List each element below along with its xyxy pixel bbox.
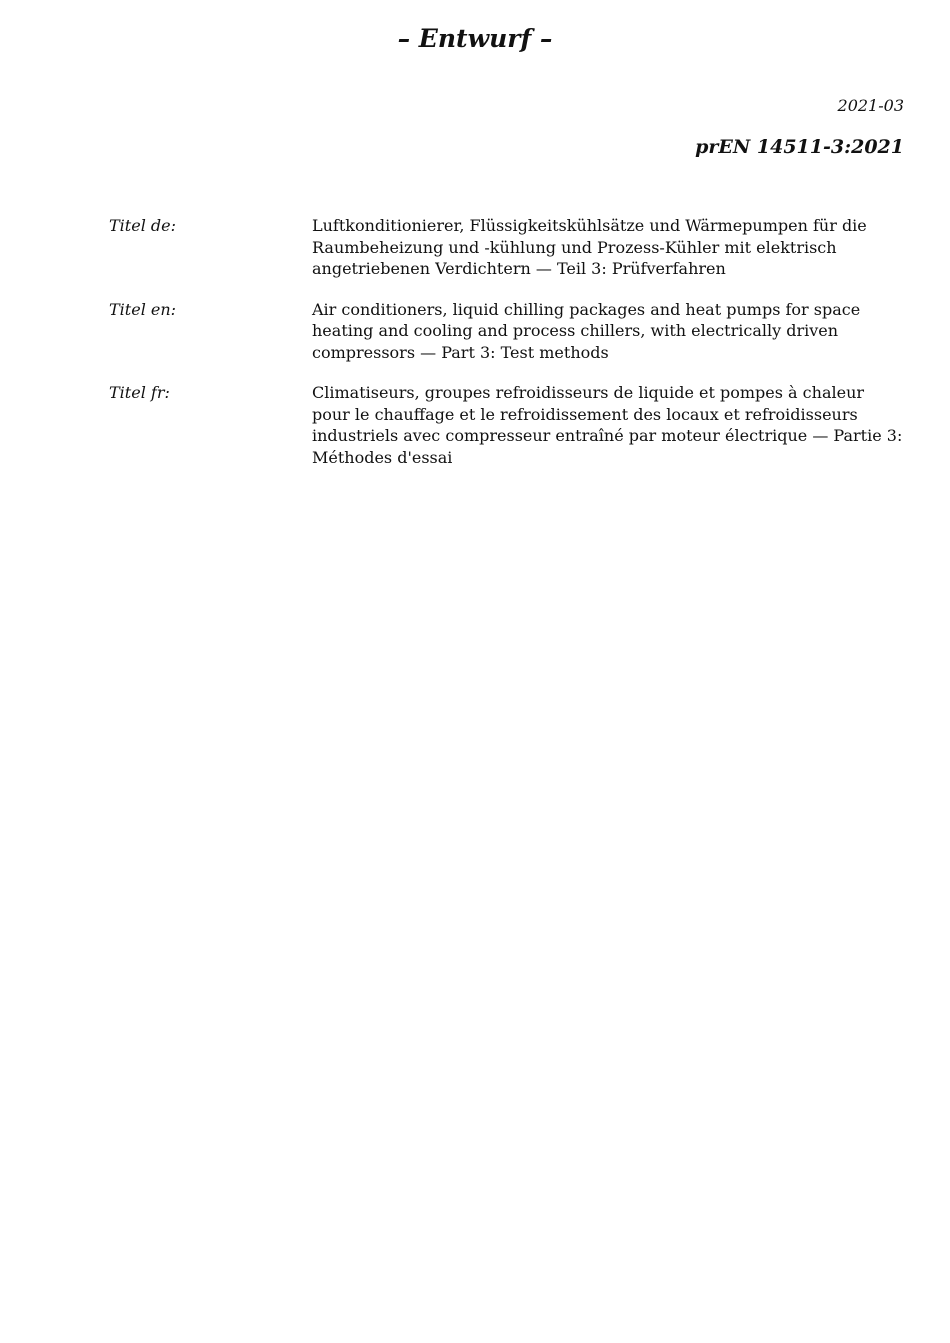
title-row-de xyxy=(109,215,904,280)
publication-date: 2021-03 xyxy=(837,96,904,115)
draft-heading: – Entwurf – xyxy=(397,24,553,53)
title-row-en xyxy=(109,299,904,364)
title-label-fr: Titel fr: xyxy=(109,383,170,402)
title-label-de: Titel de: xyxy=(109,216,176,235)
title-list xyxy=(109,215,904,487)
title-row-fr xyxy=(109,382,904,468)
title-label-en: Titel en: xyxy=(109,299,177,319)
document-number: prEN 14511-3:2021 xyxy=(695,136,904,158)
title-text-en: Air conditioners, liquid chilling packages and heat pumps for space heating and cooling and process chillers, with electrically driven compressors — Part 3: Test methods xyxy=(312,299,861,362)
title-text-fr: Climatiseurs, groupes refroidisseurs de liquide et pompes à chaleur pour le chauffage et le refroidissement des locaux et refroidisseurs industriels avec compresseur entraîné par moteur électrique — Partie 3: Méthodes d'essai xyxy=(312,383,903,467)
title-text-de: Luftkonditionierer, Flüssigkeitskühlsätze und Wärmepumpen für die Raumbeheizung und -kühlung und Prozess-Kühler mit elektrisch angetriebenen Verdichtern — Teil 3: Prüfverfahren xyxy=(312,216,867,278)
